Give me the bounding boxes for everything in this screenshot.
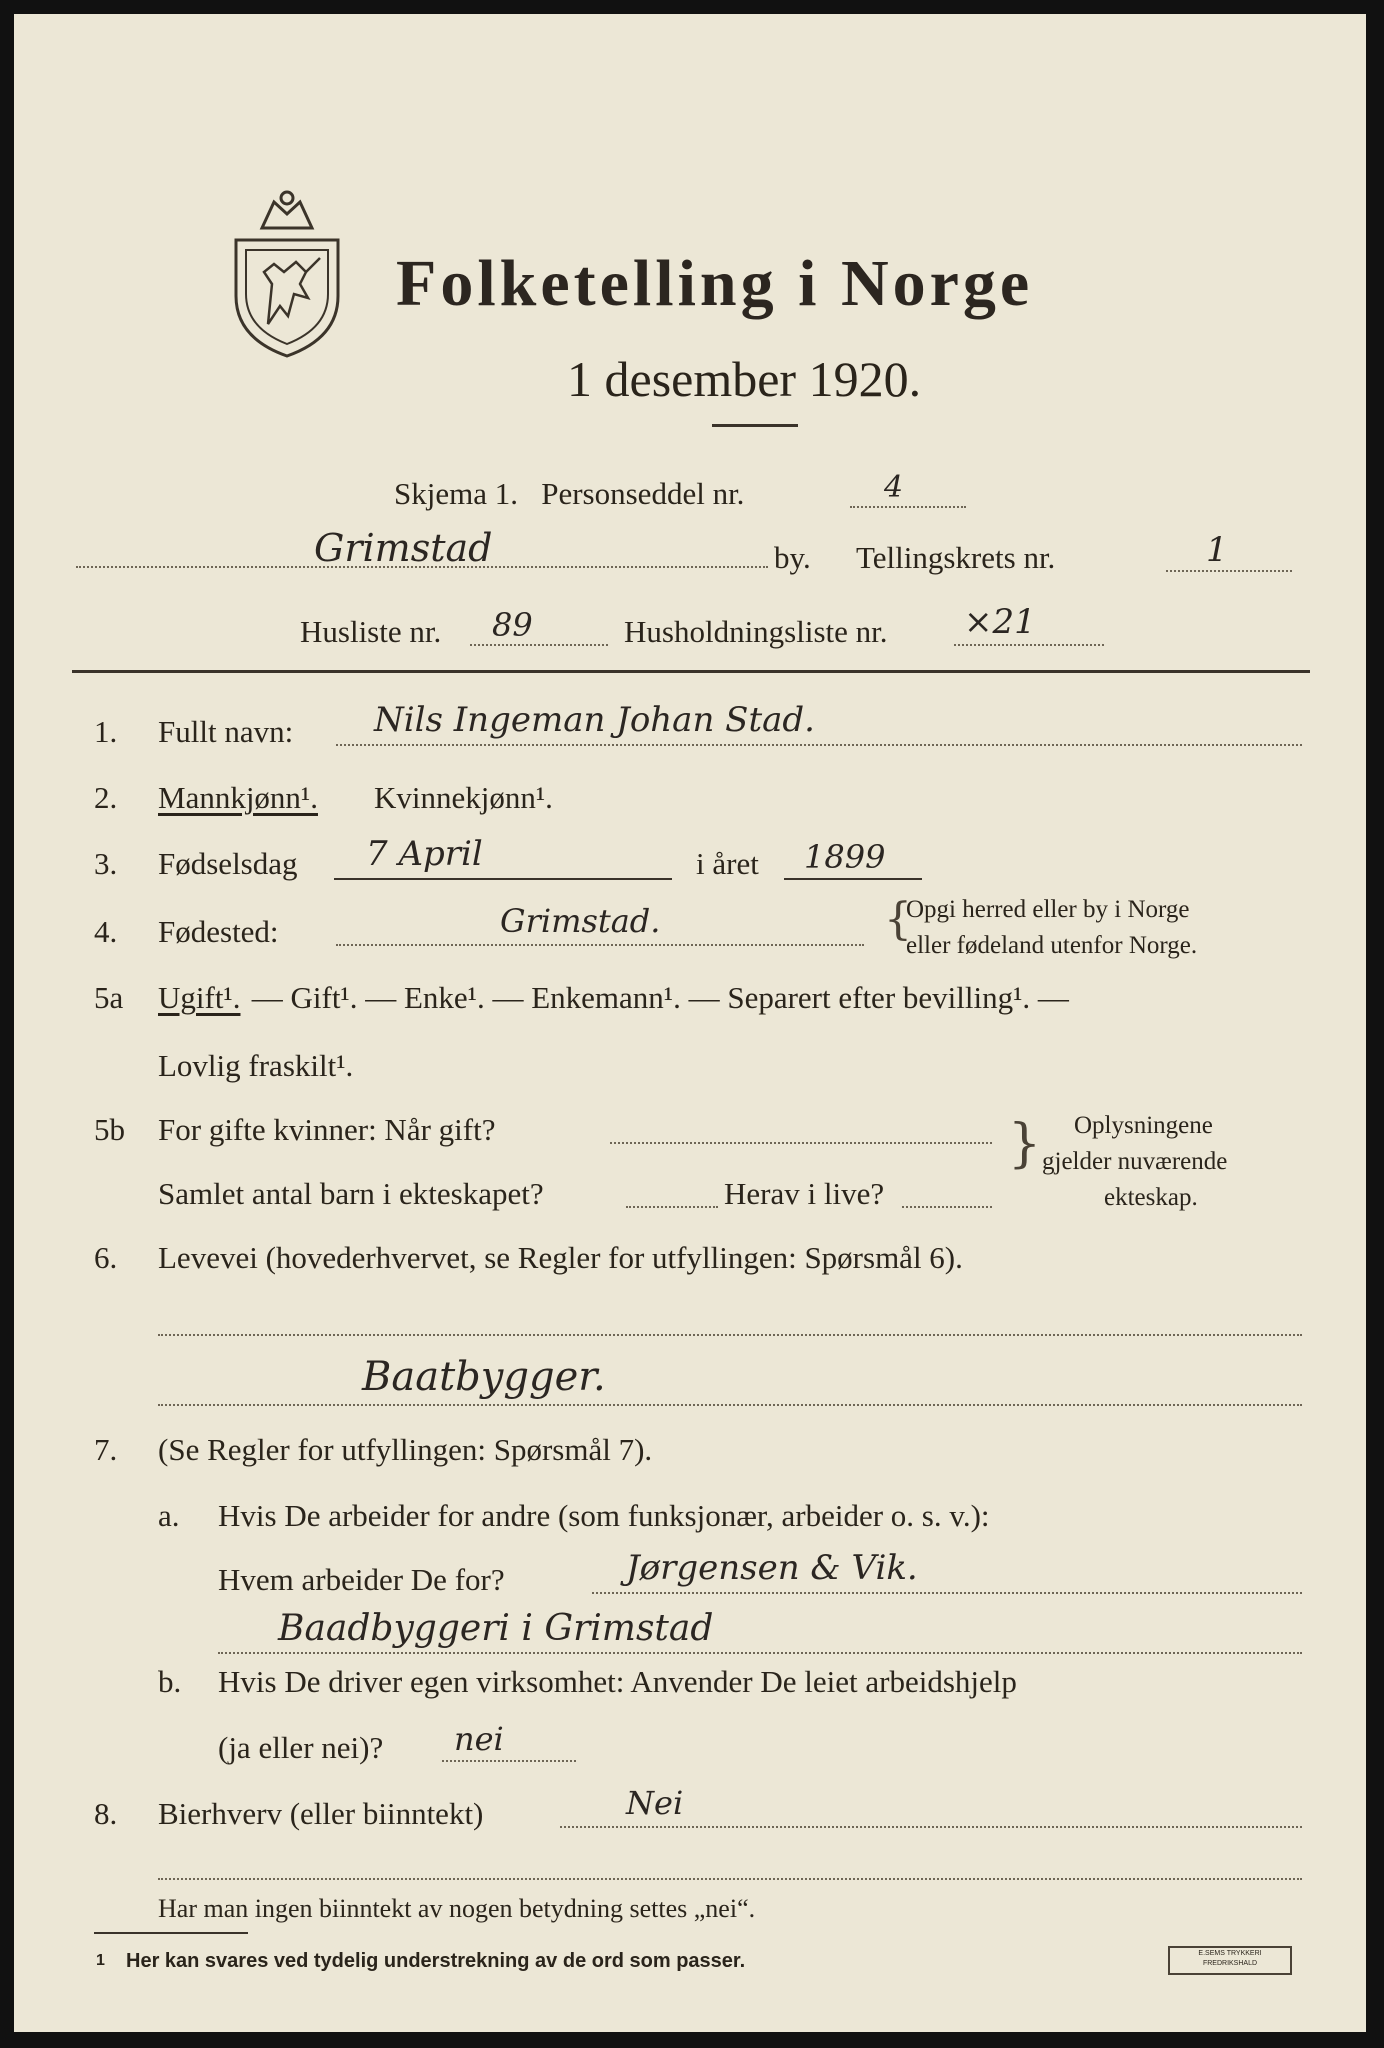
q7b-value[interactable]: nei	[454, 1720, 504, 1758]
husliste-value[interactable]: 89	[492, 606, 533, 644]
printer-stamp-line1: E.SEMS TRYKKERI	[1198, 1950, 1262, 1957]
q4-label: Fødested:	[158, 914, 279, 949]
header-separator	[72, 670, 1310, 673]
census-date: 1 desember 1920.	[567, 351, 922, 407]
q7a-text: Hvis De arbeider for andre (som funksjonær, arbeider o. s. v.):	[218, 1498, 990, 1533]
census-form-sheet	[14, 14, 1366, 2032]
q5b-note-line1: Oplysningene	[1074, 1112, 1213, 1139]
personseddel-value[interactable]: 4	[884, 470, 904, 505]
q8-line2	[158, 1878, 1302, 1880]
q6-line2	[158, 1404, 1302, 1406]
q1-number: 1.	[94, 714, 118, 749]
title-divider	[712, 424, 798, 427]
q7-label: (Se Regler for utfyllingen: Spørsmål 7).	[158, 1432, 653, 1467]
coat-of-arms-icon	[222, 188, 352, 360]
city-value[interactable]: Grimstad	[314, 526, 493, 570]
q5a-ugift[interactable]: Ugift¹.	[158, 980, 241, 1015]
q1-label: Fullt navn:	[158, 714, 294, 749]
q3-day-value[interactable]: 7 April	[366, 834, 483, 874]
q7a-letter: a.	[158, 1498, 180, 1533]
tellingskrets-line	[1166, 570, 1292, 572]
q3-day-line	[334, 878, 672, 880]
q8-value[interactable]: Nei	[626, 1784, 684, 1822]
q2-female[interactable]: Kvinnekjønn¹.	[374, 780, 553, 815]
form-title: Folketelling i Norge	[396, 247, 1034, 320]
q7a-question: Hvem arbeider De for?	[218, 1562, 505, 1597]
q4-note-line2: eller fødeland utenfor Norge.	[906, 932, 1198, 959]
q1-line	[336, 744, 1302, 746]
q5b-label3: Herav i live?	[724, 1176, 885, 1211]
q3-number: 3.	[94, 846, 118, 881]
q5b-label: For gifte kvinner: Når gift?	[158, 1112, 496, 1147]
q8-label: Bierhverv (eller biinntekt)	[158, 1796, 484, 1831]
q5b-label2: Samlet antal barn i ekteskapet?	[158, 1176, 544, 1211]
q2-male[interactable]: Mannkjønn¹.	[158, 780, 318, 815]
q7a-value1[interactable]: Jørgensen & Vik.	[626, 1548, 918, 1588]
q5b-line2	[626, 1206, 718, 1208]
printer-stamp	[1168, 1946, 1292, 1975]
by-label: by.	[774, 540, 811, 575]
husliste-line	[470, 644, 608, 646]
q7b-letter: b.	[158, 1664, 182, 1699]
skjema-label: Skjema 1. Personseddel nr.	[394, 476, 745, 511]
tellingskrets-label: Tellingskrets nr.	[856, 540, 1056, 575]
q4-value[interactable]: Grimstad.	[500, 902, 661, 940]
q7b-question: (ja eller nei)?	[218, 1730, 384, 1765]
q7a-line2	[218, 1652, 1302, 1654]
q6-label: Levevei (hovederhvervet, se Regler for utfyllingen: Spørsmål 6).	[158, 1240, 963, 1275]
q6-number: 6.	[94, 1240, 118, 1275]
footer-note: Har man ingen biinntekt av nogen betydning settes „nei“.	[158, 1894, 756, 1923]
q3-year-label: i året	[696, 846, 759, 881]
q3-year-value[interactable]: 1899	[804, 838, 886, 876]
q4-note-line1: Opgi herred eller by i Norge	[906, 896, 1190, 923]
q5a-number: 5a	[94, 980, 124, 1015]
q5a-lovlig-fraskilt[interactable]: Lovlig fraskilt¹.	[158, 1048, 354, 1083]
q7-number: 7.	[94, 1432, 118, 1467]
husholdning-value[interactable]: ×21	[964, 602, 1036, 642]
q5a-options[interactable]: — Gift¹. — Enke¹. — Enkemann¹. — Separert efter bevilling¹. —	[244, 980, 1069, 1015]
q5b-line1	[610, 1142, 992, 1144]
q4-line	[336, 944, 864, 946]
footnote-rule	[94, 1932, 248, 1934]
q5b-number: 5b	[94, 1112, 125, 1147]
footnote-mark: 1	[96, 1952, 105, 1969]
tellingskrets-value[interactable]: 1	[1206, 530, 1228, 570]
q5b-line3	[902, 1206, 992, 1208]
q4-note-brace: {	[884, 894, 912, 945]
q5b-note-line2: gjelder nuværende	[1042, 1148, 1228, 1175]
q5b-note-brace: }	[1008, 1114, 1042, 1174]
q3-label: Fødselsdag	[158, 846, 298, 881]
husliste-label: Husliste nr.	[300, 614, 442, 649]
q2-number: 2.	[94, 780, 118, 815]
footnote-text: Her kan svares ved tydelig understrekning av de ord som passer.	[126, 1950, 746, 1972]
q1-value[interactable]: Nils Ingeman Johan Stad.	[374, 700, 815, 740]
q6-value[interactable]: Baatbygger.	[362, 1354, 606, 1400]
q7b-line	[442, 1760, 576, 1762]
q3-year-line	[784, 878, 922, 880]
q8-number: 8.	[94, 1796, 118, 1831]
q6-line1	[158, 1334, 1302, 1336]
personseddel-line	[850, 506, 966, 508]
q5b-note-line3: ekteskap.	[1104, 1184, 1198, 1211]
q7b-text: Hvis De driver egen virksomhet: Anvender De leiet arbeidshjelp	[218, 1664, 1017, 1699]
husholdning-line	[954, 644, 1104, 646]
q4-number: 4.	[94, 914, 118, 949]
printer-stamp-line2: FREDRIKSHALD	[1202, 1960, 1258, 1967]
q7a-line1	[592, 1592, 1302, 1594]
husholdning-label: Husholdningsliste nr.	[624, 614, 888, 649]
q8-line1	[560, 1826, 1302, 1828]
q7a-value2[interactable]: Baadbyggeri i Grimstad	[278, 1608, 714, 1649]
